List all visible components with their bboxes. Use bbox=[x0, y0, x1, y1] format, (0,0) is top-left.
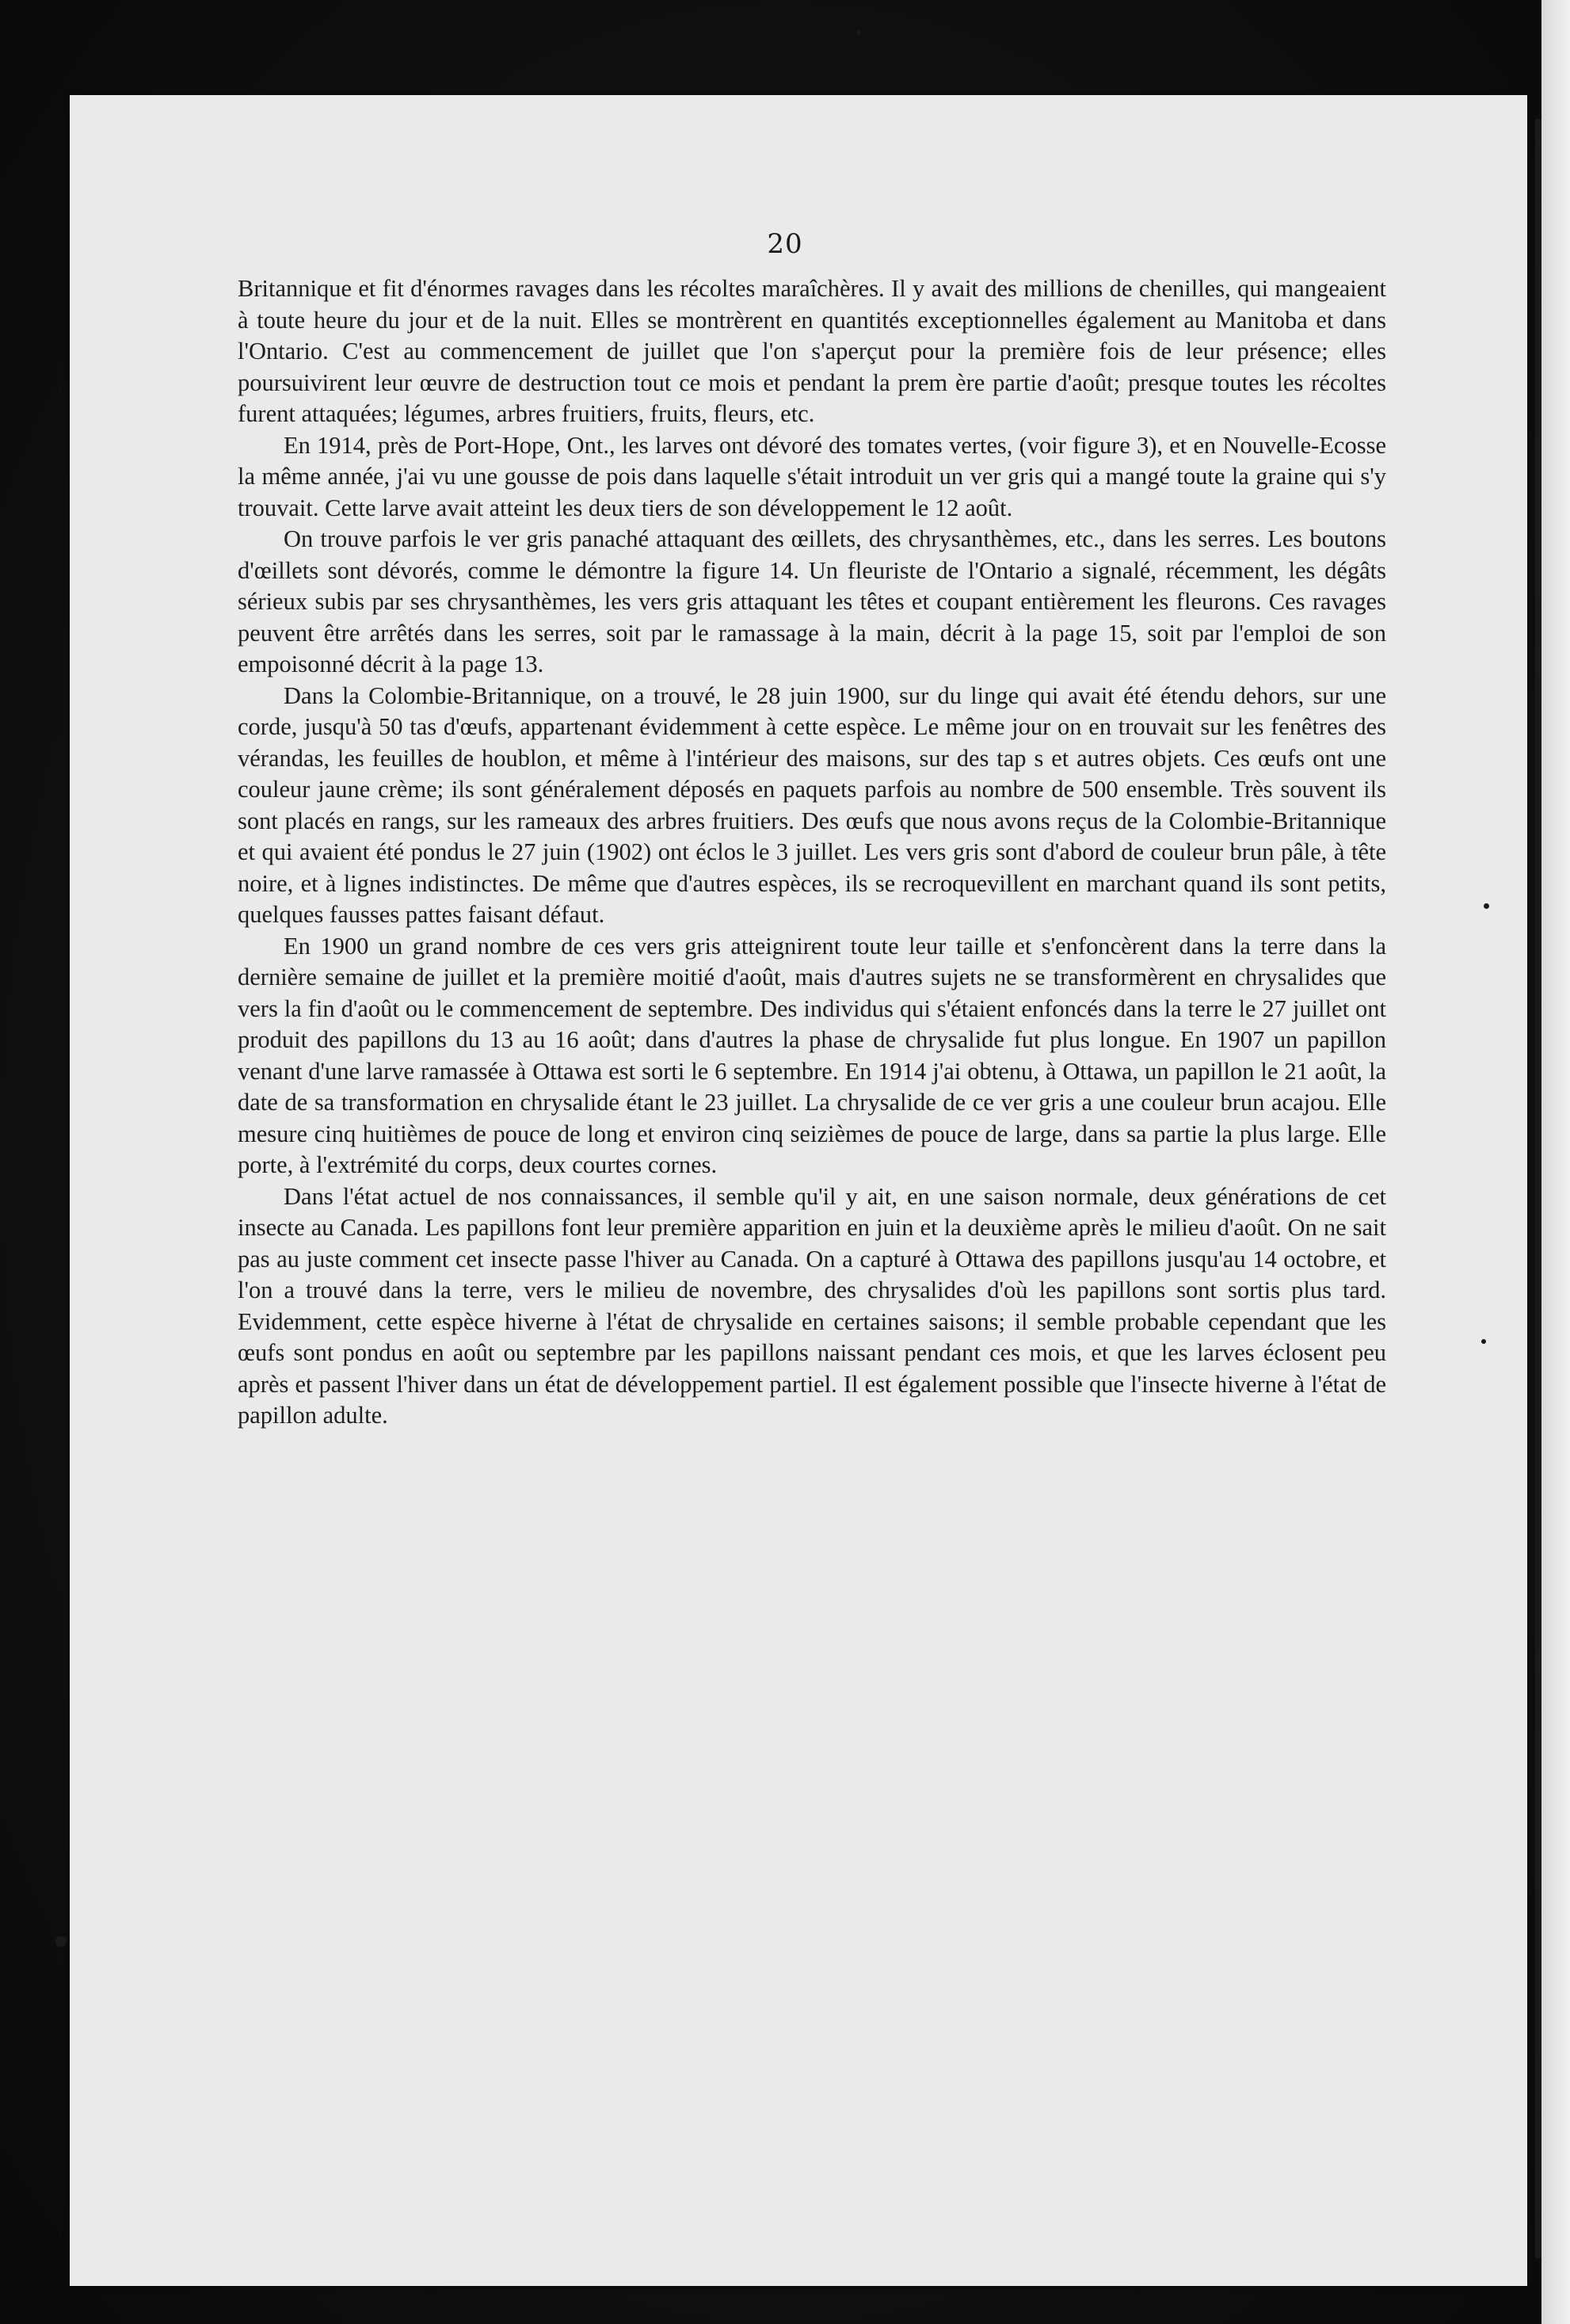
scan-speck bbox=[1481, 1339, 1486, 1344]
adjacent-page-edge bbox=[1541, 0, 1570, 2324]
body-text bbox=[238, 273, 1386, 1432]
scan-speck bbox=[1484, 903, 1489, 909]
scan-speck bbox=[55, 1936, 67, 1947]
paragraph: En 1900 un grand nombre de ces vers gris atteignirent toute leur taille et s'enfoncèrent dans la terre dans la dernière semaine de juillet et la première moitié d'août, mais d'autres sujets ne se transformèrent en chrysalides que vers la fin d'août ou le commencement de septembre. Des individus qui s'étaient enfoncés dans la terre le 27 juillet ont produit des papillons du 13 au 16 août; dans d'autres la phase de chrysalide fut plus longue. En 1907 un papillon venant d'une larve ramassée à Ottawa est sorti le 6 septembre. En 1914 j'ai obtenu, à Ottawa, un papillon le 21 août, la date de sa transformation en chrysalide étant le 23 juillet. La chrysalide de ce ver gris a une couleur brun acajou. Elle mesure cinq huitièmes de pouce de long et environ cinq seizièmes de pouce de large, dans sa partie la plus large. Elle porte, à l'extrémité du corps, deux courtes cornes. bbox=[238, 932, 1386, 1178]
page-number: 20 bbox=[767, 228, 803, 260]
paragraph: Dans la Colombie-Britannique, on a trouvé, le 28 juin 1900, sur du linge qui avait été étendu dehors, sur une corde, jusqu'à 50 tas d'œufs, appartenant évidemment à cette espèce. Le même jour on en trouvait sur les fenêtres des vérandas, les feuilles de houblon, et même à l'intérieur des maisons, sur des tap s et autres objets. Ces œufs ont une couleur jaune crème; ils sont généralement déposés en paquets parfois au nombre de 500 ensemble. Très souvent ils sont placés en rangs, sur les rameaux des arbres fruitiers. Des œufs que nous avons reçus de la Colombie-Britannique et qui avaient été pondus le 27 juin (1902) ont éclos le 3 juillet. Les vers gris sont d'abord de couleur brun pâle, à tête noire, et à lignes indistinctes. De même que d'autres espèces, ils se recroquevillent en marchant quand ils sont petits, quelques fausses pattes faisant défaut. bbox=[238, 681, 1386, 928]
paragraph: Dans l'état actuel de nos connaissances, il semble qu'il y ait, en une saison normale, deux générations de cet insecte au Canada. Les papillons font leur première apparition en juin et la deuxième après le milieu d'août. On ne sait pas au juste comment cet insecte passe l'hiver au Canada. On a capturé à Ottawa des papillons jusqu'au 14 octobre, et l'on a trouvé dans la terre, vers le milieu de novembre, des chrysalides d'où les papillons sont sortis plus tard. Evidemment, cette espèce hiverne à l'état de chrysalide en certaines saisons; il semble probable cependant que les œufs sont pondus en août ou septembre par les papillons naissant pendant ces mois, et que les larves éclosent peu après et passent l'hiver dans un état de développement partiel. Il est également possible que l'insecte hiverne à l'état de papillon adulte. bbox=[238, 1182, 1386, 1429]
scan-speck bbox=[856, 30, 861, 35]
paragraph: Britannique et fit d'énormes ravages dans les récoltes maraîchères. Il y avait des millions de chenilles, qui mangeaient à toute heure du jour et de la nuit. Elles se montrèrent en quantités exceptionnelles également au Manitoba et dans l'Ontario. C'est au commencement de juillet que l'on s'aperçut pour la première fois de leur présence; elles poursuivirent leur œuvre de destruction tout ce mois et pendant la prem ère partie d'août; presque toutes les récoltes furent attaquées; légumes, arbres fruitiers, fruits, fleurs, etc. bbox=[238, 275, 1386, 427]
paragraph: On trouve parfois le ver gris panaché attaquant des œillets, des chrysanthèmes, etc., dans les serres. Les boutons d'œillets sont dévorés, comme le démontre la figure 14. Un fleuriste de l'Ontario a signalé, récemment, les dégâts sérieux subis par ses chrysanthèmes, les vers gris attaquant les têtes et coupant entièrement les fleurons. Ces ravages peuvent être arrêtés dans les serres, soit par le ramassage à la main, décrit à la page 15, soit par l'emploi de son empoisonné décrit à la page 13. bbox=[238, 525, 1386, 677]
paragraph: En 1914, près de Port-Hope, Ont., les larves ont dévoré des tomates vertes, (voir figure 3), et en Nouvelle-Ecosse la même année, j'ai vu une gousse de pois dans laquelle s'était introduit un ver gris qui a mangé toute la graine qui s'y trouvait. Cette larve avait atteint les deux tiers de son développement le 12 août. bbox=[238, 431, 1386, 521]
right-binding-edge bbox=[1535, 119, 1541, 2258]
